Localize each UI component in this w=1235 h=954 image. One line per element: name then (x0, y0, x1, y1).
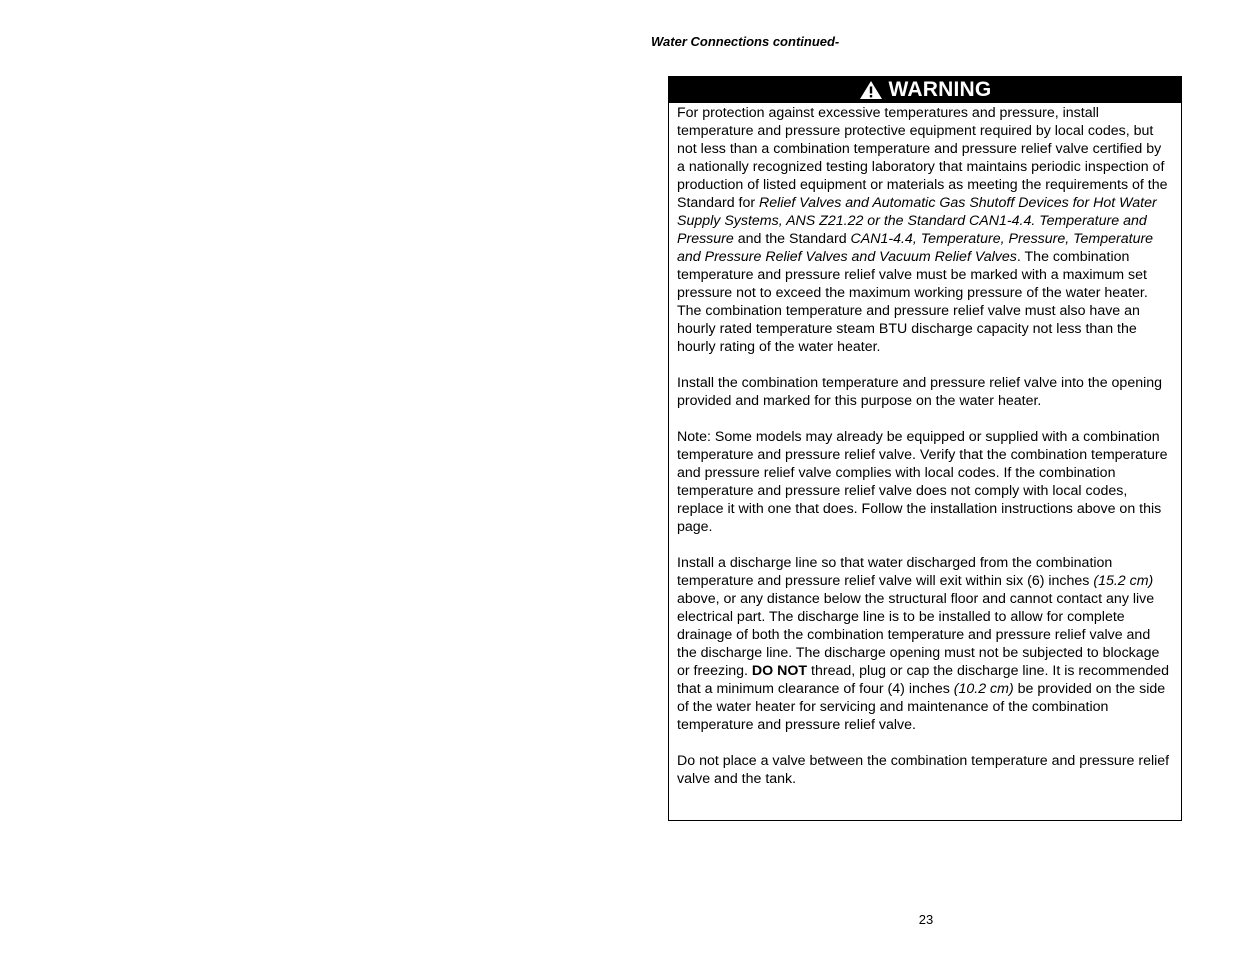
text-run: Install a discharge line so that water discharged from the combination temperature and pressure relief valve will exit within six (6) inches (677, 555, 1113, 589)
warning-title: WARNING (888, 78, 992, 101)
text-run: Note: Some models may already be equipped or supplied with a combination temperature and pressure relief valve. Verify that the combination temperature and pressure relief valve complies with local codes. If the combination temperature and pressure relief valve does not comply with local codes, replace it with one that does. Follow the installation instructions above on this page. (677, 429, 1168, 535)
text-run: (15.2 cm) (1093, 573, 1154, 589)
text-run: be provided on the side of the water heater for servicing and maintenance of the combination temperature and pressure relief valve. (677, 681, 1166, 733)
text-run: Relief Valves and Automatic Gas Shutoff Devices for Hot Water Supply Systems, ANS Z21.22 or the Standard CAN1-4.4. Temperature and Pressure (677, 195, 1157, 247)
text-run: Install the combination temperature and pressure relief valve into the opening provided and marked for this purpose on the water heater. (677, 375, 1163, 409)
text-run: DO NOT (751, 663, 808, 679)
warning-paragraph-1 (677, 374, 1173, 410)
text-run: CAN1-4.4, Temperature, Pressure, Temperature and Pressure Relief Valves and Vacuum Relief Valves (677, 231, 1154, 265)
text-run: For protection against excessive temperatures and pressure, install temperature and pressure protective equipment required by local codes, but not less than a combination temperature and pressure relief valve certified by a nationally recognized testing laboratory that maintains periodic inspection of production of listed equipment or materials as meeting the requirements of the Standard for (677, 105, 1168, 211)
warning-triangle-icon (859, 80, 883, 100)
text-run: . The combination temperature and pressure relief valve must be marked with a maximum set pressure not to exceed the maximum working pressure of the water heater. The combination temperature and pressure relief valve must also have an hourly rated temperature steam BTU discharge capacity not less than the hourly rating of the water heater. (677, 249, 1148, 355)
section-heading: Water Connections continued- (651, 34, 840, 49)
warning-paragraph-0 (677, 104, 1173, 356)
text-run: Do not place a valve between the combination temperature and pressure relief valve and the tank. (677, 753, 1170, 787)
text-run: thread, plug or cap the discharge line. It is recommended that a minimum clearance of four (4) inches (677, 663, 1170, 697)
page-number: 23 (918, 912, 934, 927)
warning-body (669, 103, 1181, 788)
warning-paragraph-2 (677, 428, 1173, 536)
warning-paragraph-3 (677, 554, 1173, 734)
text-run: (10.2 cm) (953, 681, 1014, 697)
warning-header (669, 77, 1181, 103)
text-run: above, or any distance below the structural floor and cannot contact any live electrical part. The discharge line is to be installed to allow for complete drainage of both the combination temperature and pressure relief valve and the discharge line. The discharge opening must not be subjected to blockage or freezing. (677, 591, 1160, 679)
warning-paragraph-4 (677, 752, 1173, 788)
warning-box (668, 76, 1182, 821)
text-run: and the Standard (733, 231, 851, 247)
